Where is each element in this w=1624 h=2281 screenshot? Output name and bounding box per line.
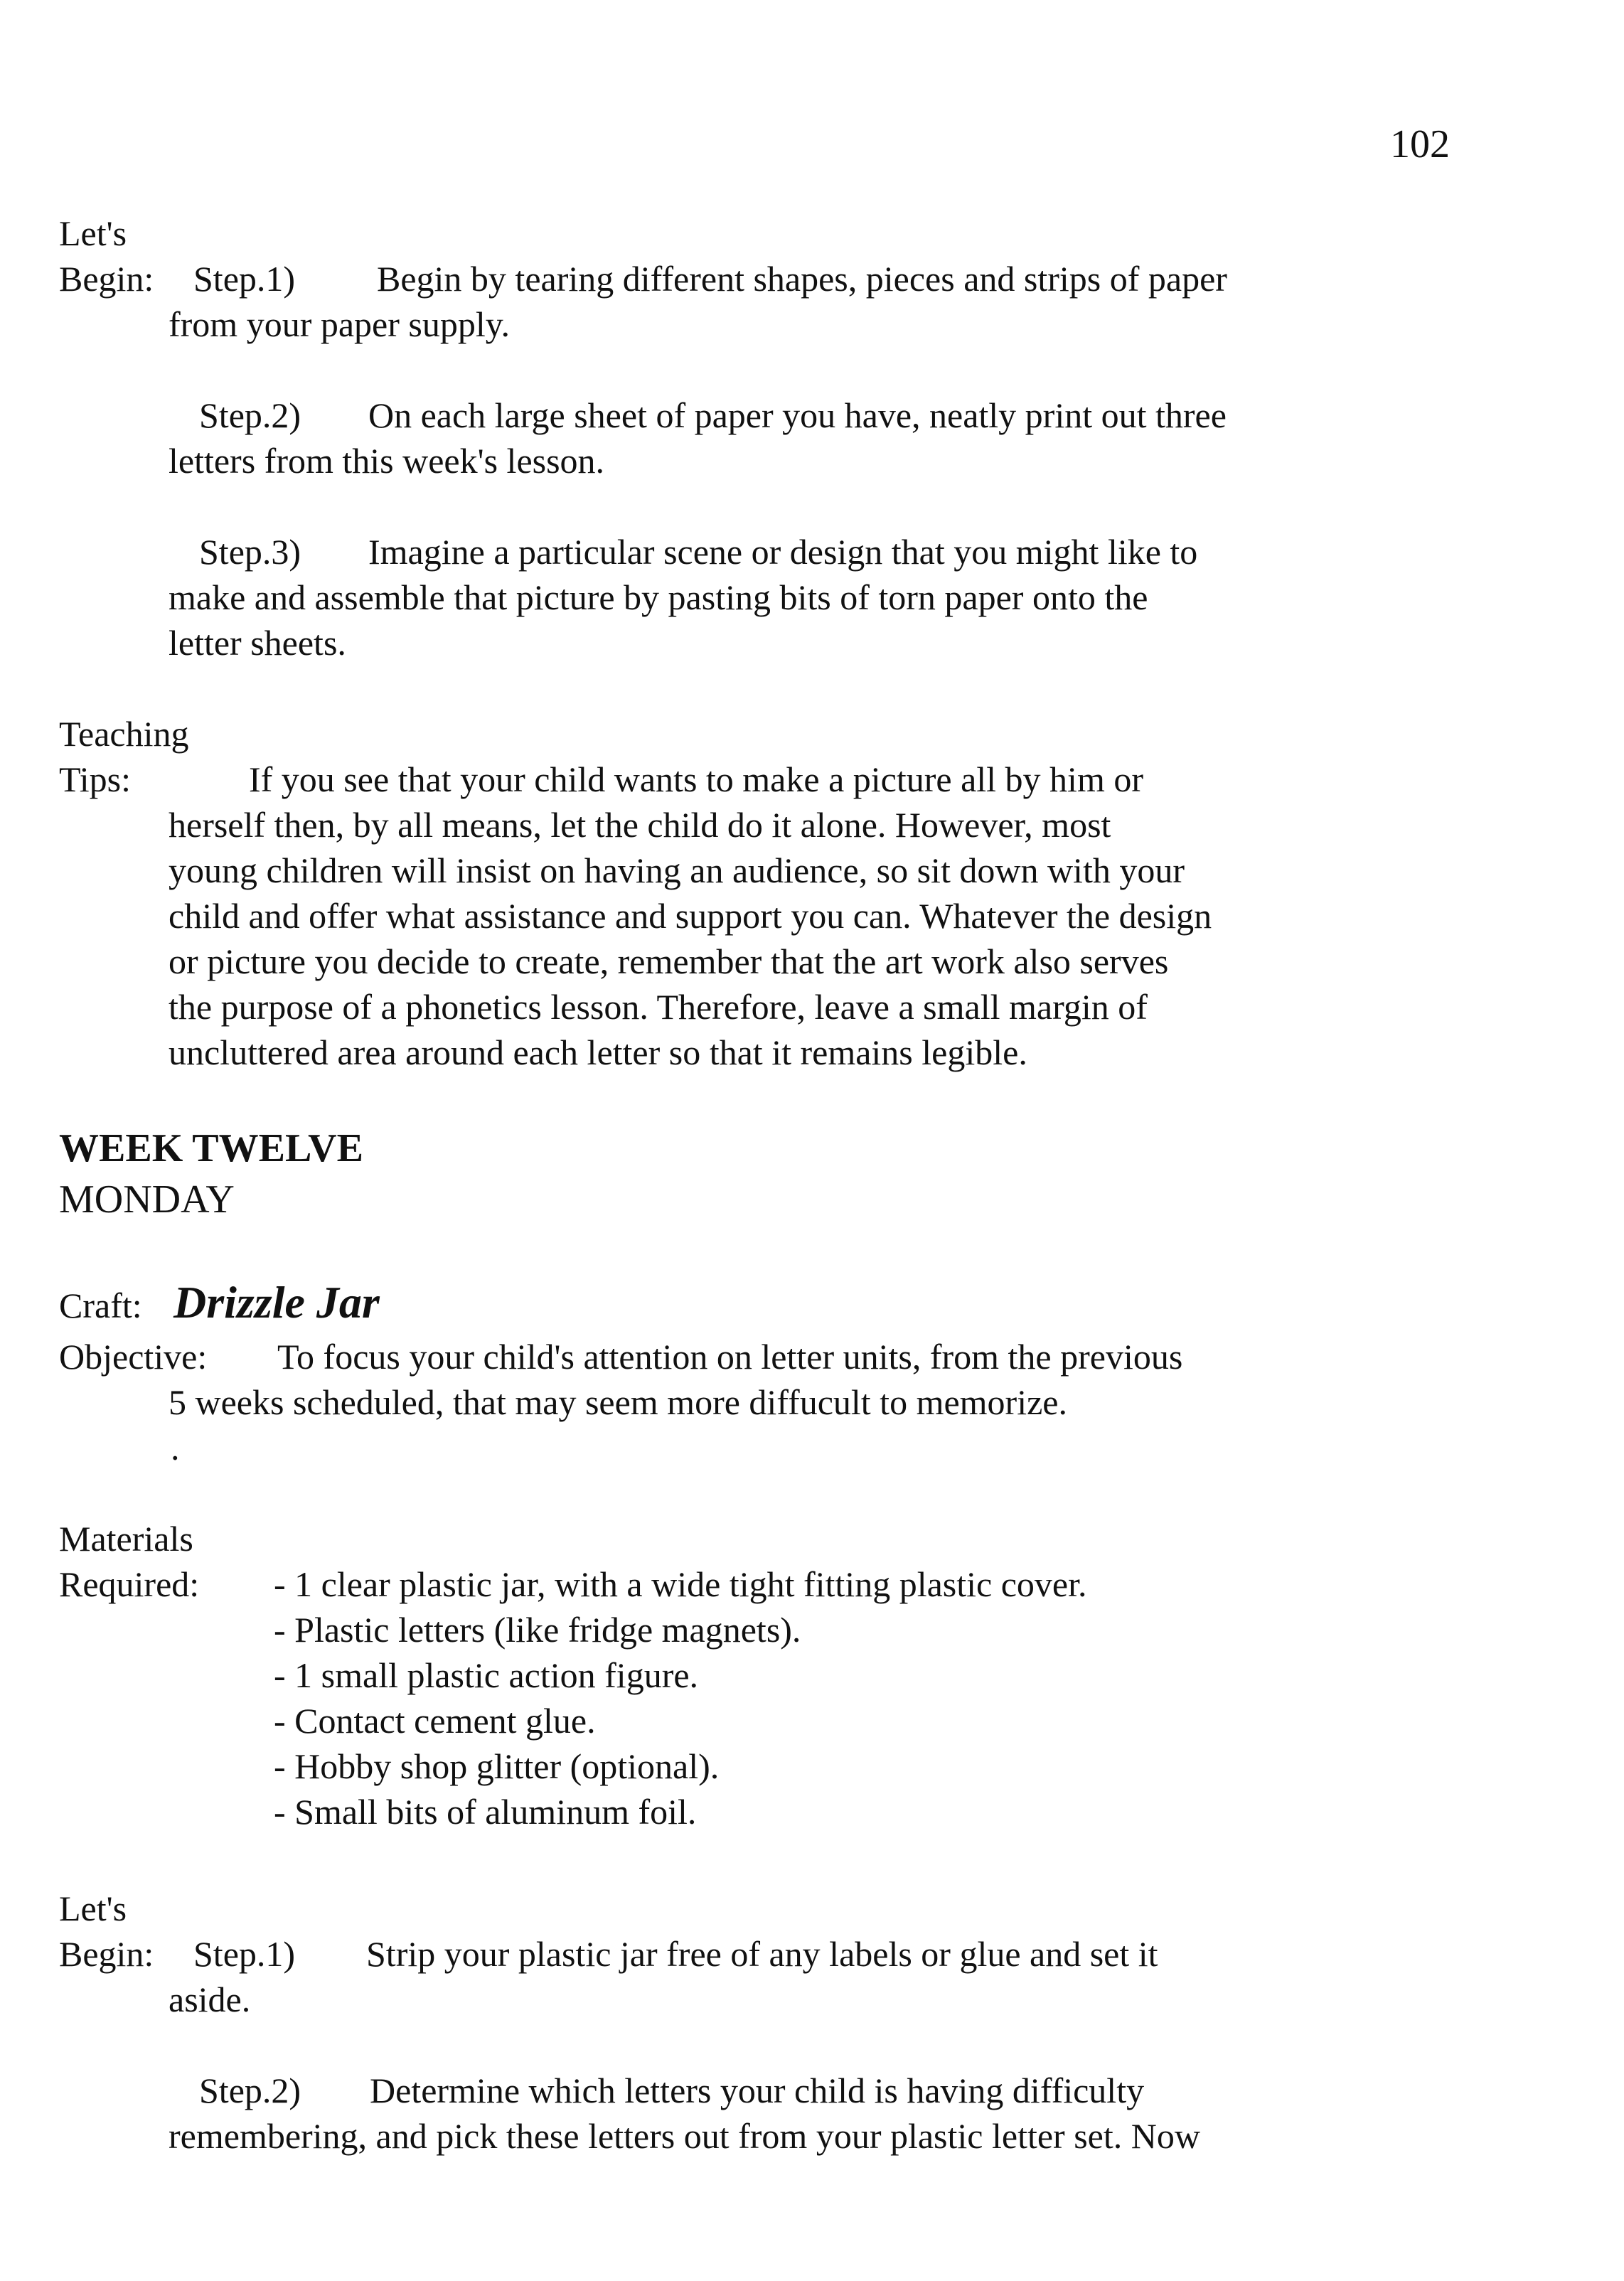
page-number: 102	[1390, 122, 1450, 166]
step1-text: Strip your plastic jar free of any labels or glue and set it	[366, 1934, 1158, 1974]
tips-text: uncluttered area around each letter so that it remains legible.	[169, 1032, 1027, 1072]
step3-text: make and assemble that picture by pasting bits of torn paper onto the	[169, 577, 1148, 617]
craft-title: Drizzle Jar	[173, 1277, 380, 1328]
teaching-label: Teaching	[59, 714, 189, 754]
step1-text: aside.	[169, 1980, 251, 2019]
step2-label: Step.2)	[199, 395, 301, 435]
material-item: - 1 small plastic action figure.	[274, 1655, 699, 1695]
lets-label: Let's	[59, 1889, 127, 1928]
step2-text: remembering, and pick these letters out from your plastic letter set. Now	[169, 2116, 1200, 2156]
tips-text: young children will insist on having an audience, so sit down with your	[169, 850, 1185, 890]
step1-text: from your paper supply.	[169, 304, 510, 344]
craft-label: Craft:	[59, 1286, 142, 1325]
tips-text: child and offer what assistance and support you can. Whatever the design	[169, 896, 1212, 936]
begin-label: Begin:	[59, 1934, 154, 1974]
stray-dot: .	[171, 1428, 180, 1468]
tips-label: Tips:	[59, 759, 132, 799]
material-item: - Small bits of aluminum foil.	[274, 1792, 697, 1832]
step3-text: Imagine a particular scene or design that you might like to	[368, 532, 1198, 572]
objective-text: 5 weeks scheduled, that may seem more diffucult to memorize.	[169, 1382, 1067, 1422]
begin-label: Begin:	[59, 259, 154, 299]
tips-text: If you see that your child wants to make a picture all by him or	[249, 759, 1143, 799]
step1-text: Begin by tearing different shapes, pieces and strips of paper	[377, 259, 1227, 299]
material-item: - Contact cement glue.	[274, 1701, 596, 1741]
step1-label: Step.1)	[193, 1934, 296, 1974]
lets-label: Let's	[59, 213, 127, 253]
material-item: - Hobby shop glitter (optional).	[274, 1746, 720, 1786]
step3-text: letter sheets.	[169, 623, 346, 663]
step3-label: Step.3)	[199, 532, 301, 572]
required-label: Required:	[59, 1564, 200, 1604]
week-day: MONDAY	[59, 1177, 235, 1222]
tips-text: herself then, by all means, let the child do it alone. However, most	[169, 805, 1111, 845]
material-item: - 1 clear plastic jar, with a wide tight fitting plastic cover.	[274, 1564, 1087, 1604]
step2-text: letters from this week's lesson.	[169, 441, 605, 481]
step2-label: Step.2)	[199, 2071, 301, 2110]
week-title: WEEK TWELVE	[59, 1126, 363, 1170]
material-item: - Plastic letters (like fridge magnets).	[274, 1610, 801, 1650]
objective-label: Objective:	[59, 1337, 208, 1377]
tips-text: the purpose of a phonetics lesson. Therefore, leave a small margin of	[169, 987, 1148, 1027]
materials-label: Materials	[59, 1519, 193, 1559]
step1-label: Step.1)	[193, 259, 296, 299]
objective-text: To focus your child's attention on letter units, from the previous	[277, 1337, 1183, 1377]
tips-text: or picture you decide to create, remember that the art work also serves	[169, 941, 1169, 981]
step2-text: Determine which letters your child is having difficulty	[370, 2071, 1145, 2110]
step2-text: On each large sheet of paper you have, neatly print out three	[368, 395, 1227, 435]
